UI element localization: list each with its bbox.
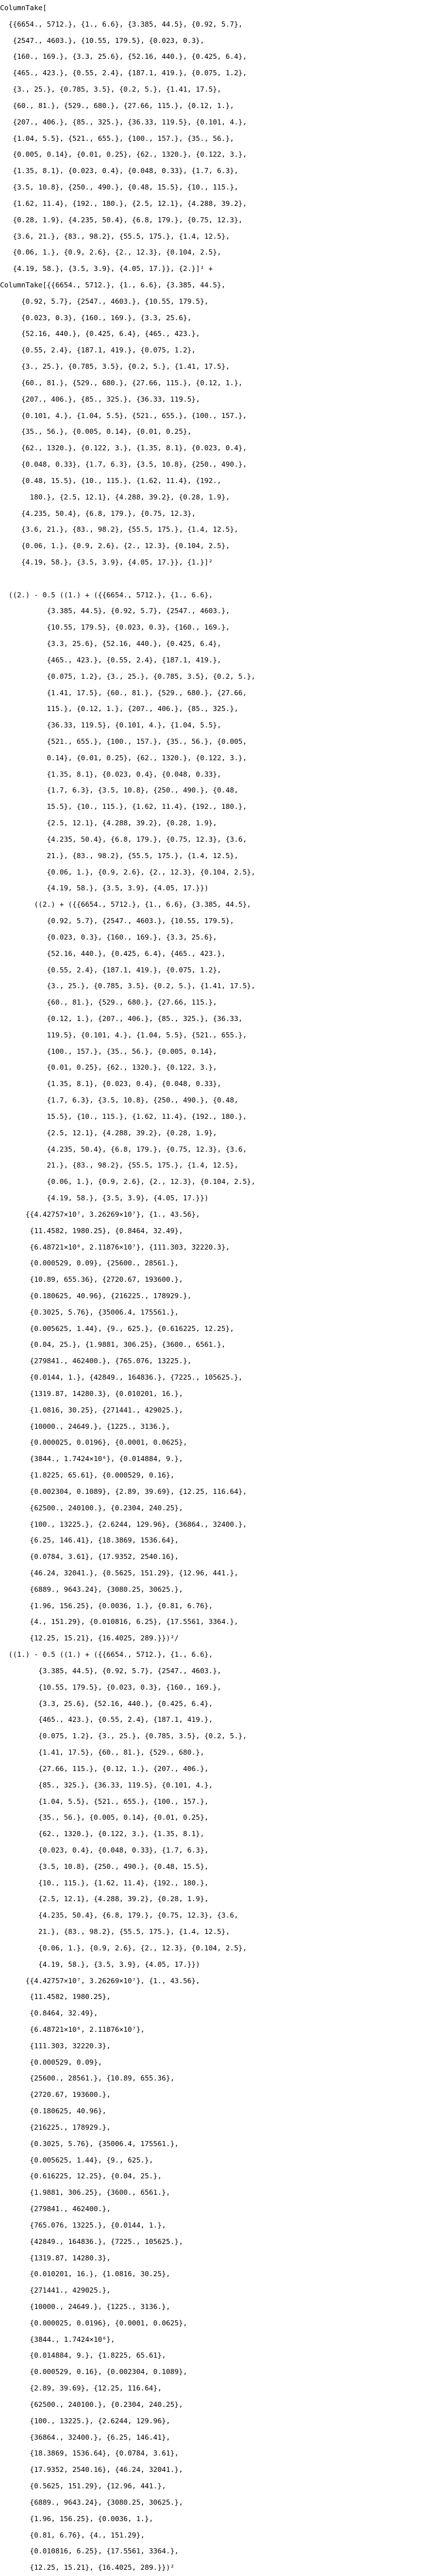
code-line: {1319.87, 14280.3}, {0.010201, 16.}, — [0, 1389, 183, 1398]
code-line: {0.0784, 3.61}, {17.9352, 2540.16}, — [0, 1552, 179, 1561]
code-line: {52.16, 440.}, {0.425, 6.4}, {465., 423.}, — [0, 949, 226, 958]
code-line: {100., 13225.}, {2.6244, 129.96}, {36864., 32400.}, — [0, 1519, 247, 1528]
code-line: {10., 115.}, {1.62, 11.4}, {192., 180.}, — [0, 1878, 209, 1887]
code-line: {0.180625, 40.96}, {216225., 178929.}, — [0, 1291, 192, 1300]
code-line: 119.5}, {0.101, 4.}, {1.04, 5.5}, {521., 655.}, — [0, 1030, 247, 1039]
code-line: {0.000025, 0.0196}, {0.0001, 0.0625}, — [0, 2318, 188, 2327]
code-line: {0.28, 1.9}, {4.235, 50.4}, {6.8, 179.}, {0.75, 12.3}, — [0, 215, 243, 224]
code-line: {207., 406.}, {85., 325.}, {36.33, 119.5}, {0.101, 4.}, — [0, 117, 247, 126]
code-line: {1.35, 8.1}, {0.023, 0.4}, {0.048, 0.33}, — [0, 1079, 222, 1088]
code-line: {4.235, 50.4}, {6.8, 179.}, {0.75, 12.3}, {3.6, — [0, 1911, 239, 1920]
code-line: {0.81, 6.76}, {4., 151.29}, — [0, 2530, 145, 2539]
code-line: {4.19, 58.}, {3.5, 3.9}, {4.05, 17.}}) — [0, 884, 209, 893]
code-line: {6.48721×10⁶, 2.11876×10⁷}, — [0, 2025, 145, 2034]
code-line: {6.48721×10⁶, 2.11876×10⁷}, {111.303, 32220.3}, — [0, 1242, 230, 1251]
code-line: 21.}, {83., 98.2}, {55.5, 175.}, {1.4, 12.5}, — [0, 851, 239, 860]
code-line: {3., 25.}, {0.785, 3.5}, {0.2, 5.}, {1.41, 17.5}, — [0, 362, 230, 371]
code-line: {1.62, 11.4}, {192., 180.}, {2.5, 12.1}, {4.288, 39.2}, — [0, 199, 247, 208]
code-line: {36.33, 119.5}, {0.101, 4.}, {1.04, 5.5}, — [0, 721, 222, 730]
code-line: {1.35, 8.1}, {0.023, 0.4}, {0.048, 0.33}, {1.7, 6.3}, — [0, 166, 239, 175]
code-line: {3.5, 10.8}, {250., 490.}, {0.48, 15.5}, {10., 115.}, — [0, 183, 239, 192]
code-line: ColumnTake[ — [0, 3, 47, 12]
code-line: {6.25, 146.41}, {18.3869, 1536.64}, — [0, 1536, 179, 1545]
code-line: {10000., 24649.}, {1225., 3136.}, — [0, 1421, 171, 1431]
code-line: {279841., 462400.}, {765.076, 13225.}, — [0, 1356, 192, 1365]
code-line: {1.41, 17.5}, {60., 81.}, {529., 680.}, {27.66, — [0, 688, 247, 697]
code-line: {10.55, 179.5}, {0.023, 0.3}, {160., 169.}, — [0, 623, 230, 632]
code-line: 0.14}, {0.01, 0.25}, {62., 1320.}, {0.122, 3.}, — [0, 753, 247, 762]
code-line: 180.}, {2.5, 12.1}, {4.288, 39.2}, {0.28, 1.9}, — [0, 492, 230, 501]
code-line: ((2.) + ({{6654., 5712.}, {1., 6.6}, {3.385, 44.5}, — [0, 900, 252, 909]
code-line: {0.023, 0.3}, {160., 169.}, {3.3, 25.6}, — [0, 313, 192, 322]
code-line: 21.}, {83., 98.2}, {55.5, 175.}, {1.4, 12.5}, — [0, 1927, 230, 1936]
code-line: 21.}, {83., 98.2}, {55.5, 175.}, {1.4, 12.5}, — [0, 1161, 239, 1170]
code-line: {60., 81.}, {529., 680.}, {27.66, 115.}, {0.12, 1.}, — [0, 101, 234, 110]
code-line: ((1.) - 0.5 ((1.) + ({{6654., 5712.}, {1., 6.6}, — [0, 1650, 213, 1659]
code-line: {3.3, 25.6}, {52.16, 440.}, {0.425, 6.4}, — [0, 639, 222, 648]
code-line: {2.5, 12.1}, {4.288, 39.2}, {0.28, 1.9}, — [0, 819, 217, 828]
code-line: {4., 151.29}, {0.010816, 6.25}, {17.5561, 3364.}, — [0, 1617, 239, 1626]
code-line: {0.005625, 1.44}, {9., 625.}, {0.616225, 12.25}, — [0, 1324, 234, 1333]
code-line: {0.06, 1.}, {0.9, 2.6}, {2., 12.3}, {0.104, 2.5}, — [0, 541, 230, 550]
code-line: {0.075, 1.2}, {3., 25.}, {0.785, 3.5}, {0.2, 5.}, — [0, 1731, 247, 1741]
code-line: {465., 423.}, {0.55, 2.4}, {187.1, 419.}, — [0, 655, 222, 664]
code-line: {0.000529, 0.09}, — [0, 2057, 102, 2066]
code-line: {0.048, 0.33}, {1.7, 6.3}, {3.5, 10.8}, {250., 490.}, — [0, 460, 247, 469]
code-line: {0.000529, 0.09}, {25600., 28561.}, — [0, 1259, 179, 1268]
code-line: {6889., 9643.24}, {3080.25, 30625.}, — [0, 2497, 183, 2506]
code-line: {271441., 429025.}, — [0, 2286, 111, 2295]
code-line: {2547., 4603.}, {10.55, 179.5}, {0.023, 0.3}, — [0, 36, 205, 45]
code-line: {465., 423.}, {0.55, 2.4}, {187.1, 419.}, {0.075, 1.2}, — [0, 68, 247, 77]
code-line: {0.023, 0.3}, {160., 169.}, {3.3, 25.6}, — [0, 932, 217, 941]
code-line: {0.000529, 0.16}, {0.002304, 0.1089}, — [0, 2367, 188, 2376]
code-line: {17.9352, 2540.16}, {46.24, 32041.}, — [0, 2465, 183, 2474]
code-line: {1.7, 6.3}, {3.5, 10.8}, {250., 490.}, {0.48, — [0, 786, 239, 795]
code-line: {36864., 32400.}, {6.25, 146.41}, — [0, 2432, 171, 2441]
code-line: {35., 56.}, {0.005, 0.14}, {0.01, 0.25}, — [0, 427, 192, 436]
code-line: {3.5, 10.8}, {250., 490.}, {0.48, 15.5}, — [0, 1862, 209, 1871]
code-line: {0.616225, 12.25}, {0.04, 25.}, — [0, 2172, 162, 2181]
code-line: {46.24, 32041.}, {0.5625, 151.29}, {12.96, 441.}, — [0, 1568, 239, 1577]
code-line: {111.303, 32220.3}, — [0, 2041, 111, 2050]
code-line: {6889., 9643.24}, {3080.25, 30625.}, — [0, 1584, 183, 1593]
code-line: {10.55, 179.5}, {0.023, 0.3}, {160., 169.}, — [0, 1682, 222, 1691]
code-line: {4.19, 58.}, {3.5, 3.9}, {4.05, 17.}}, {1.}]² — [0, 557, 213, 566]
code-line: {0.06, 1.}, {0.9, 2.6}, {2., 12.3}, {0.104, 2.5}, — [0, 248, 222, 257]
code-line: {2.5, 12.1}, {4.288, 39.2}, {0.28, 1.9}, — [0, 1894, 209, 1903]
code-line: {0.3025, 5.76}, {35006.4, 175561.}, — [0, 1307, 179, 1316]
code-line: {216225., 178929.}, — [0, 2122, 111, 2131]
code-line: 15.5}, {10., 115.}, {1.62, 11.4}, {192., 180.}, — [0, 1112, 247, 1121]
code-line: {3.385, 44.5}, {0.92, 5.7}, {2547., 4603.}, — [0, 606, 230, 615]
code-line: {0.48, 15.5}, {10., 115.}, {1.62, 11.4}, {192., — [0, 476, 222, 485]
code-line: 115.}, {0.12, 1.}, {207., 406.}, {85., 325.}, — [0, 704, 239, 713]
code-line: {0.3025, 5.76}, {35006.4, 175561.}, — [0, 2139, 179, 2148]
code-line: {2720.67, 193600.}, — [0, 2090, 111, 2099]
code-line: ((2.) - 0.5 ((1.) + ({{6654., 5712.}, {1., 6.6}, — [0, 590, 213, 599]
code-line: {3.385, 44.5}, {0.92, 5.7}, {2547., 4603.}, — [0, 1666, 222, 1675]
code-line: {0.005625, 1.44}, {9., 625.}, — [0, 2155, 153, 2164]
code-line: {465., 423.}, {0.55, 2.4}, {187.1, 419.}, — [0, 1715, 213, 1724]
code-line: {0.005, 0.14}, {0.01, 0.25}, {62., 1320.}, {0.122, 3.}, — [0, 150, 247, 159]
code-line: {3.6, 21.}, {83., 98.2}, {55.5, 175.}, {1.4, 12.5}, — [0, 231, 230, 240]
code-line: {3.3, 25.6}, {52.16, 440.}, {0.425, 6.4}, — [0, 1699, 213, 1708]
code-line: {12.25, 15.21}, {16.4025, 289.}})² — [0, 2563, 175, 2572]
code-line: {0.06, 1.}, {0.9, 2.6}, {2., 12.3}, {0.104, 2.5}, — [0, 867, 256, 876]
code-line: {1.96, 156.25}, {0.0036, 1.}, — [0, 2514, 153, 2523]
code-line: {4.19, 58.}, {3.5, 3.9}, {4.05, 17.}}) — [0, 1194, 209, 1203]
code-line: {100., 157.}, {35., 56.}, {0.005, 0.14}, — [0, 1046, 217, 1056]
code-line: {25600., 28561.}, {10.89, 655.36}, — [0, 2074, 175, 2083]
code-line: {279841., 462400.}, — [0, 2204, 111, 2213]
code-line: {3., 25.}, {0.785, 3.5}, {0.2, 5.}, {1.41, 17.5}, — [0, 981, 256, 990]
code-line: {{4.42757×10⁷, 3.26269×10⁷}, {1., 43.56}, — [0, 1976, 200, 1985]
code-line: {0.002304, 0.1089}, {2.89, 39.69}, {12.25, 116.64}, — [0, 1487, 247, 1496]
code-line: {100., 13225.}, {2.6244, 129.96}, — [0, 2416, 171, 2425]
code-line: {4.235, 50.4}, {6.8, 179.}, {0.75, 12.3}, {3.6, — [0, 1144, 247, 1153]
code-line: {0.92, 5.7}, {2547., 4603.}, {10.55, 179.5}, — [0, 296, 209, 305]
code-line: {207., 406.}, {85., 325.}, {36.33, 119.5}, — [0, 394, 200, 403]
code-line: {3844., 1.7424×10⁶}, — [0, 2334, 115, 2344]
code-line: {1.41, 17.5}, {60., 81.}, {529., 680.}, — [0, 1748, 205, 1757]
code-line: {0.04, 25.}, {1.9881, 306.25}, {3600., 6561.}, — [0, 1340, 226, 1349]
code-line: {1.04, 5.5}, {521., 655.}, {100., 157.}, — [0, 1797, 209, 1806]
code-line: {0.01, 0.25}, {62., 1320.}, {0.122, 3.}, — [0, 1063, 217, 1072]
code-line: {2.89, 39.69}, {12.25, 116.64}, — [0, 2384, 162, 2393]
code-line: {0.010201, 16.}, {1.0816, 30.25}, — [0, 2269, 171, 2278]
code-line: {0.55, 2.4}, {187.1, 419.}, {0.075, 1.2}, — [0, 346, 196, 355]
code-line: {18.3869, 1536.64}, {0.0784, 3.61}, — [0, 2449, 179, 2458]
code-line: {4.235, 50.4}, {6.8, 179.}, {0.75, 12.3}, {3.6, — [0, 834, 247, 843]
code-line: {10000., 24649.}, {1225., 3136.}, — [0, 2302, 171, 2311]
code-line: {0.92, 5.7}, {2547., 4603.}, {10.55, 179.5}, — [0, 916, 234, 925]
code-line: {10.89, 655.36}, {2720.67, 193600.}, — [0, 1275, 183, 1284]
code-line: {42849., 164836.}, {7225., 105625.}, — [0, 2237, 183, 2246]
code-line: {3844., 1.7424×10⁶}, {0.014884, 9.}, — [0, 1454, 183, 1463]
code-line: {4.19, 58.}, {3.5, 3.9}, {4.05, 17.}}, {2.}]² + — [0, 264, 213, 273]
code-line: {62500., 240100.}, {0.2304, 240.25}, — [0, 1503, 183, 1512]
code-line: {1.96, 156.25}, {0.0036, 1.}, {0.81, 6.76}, — [0, 1601, 213, 1610]
code-line: {3., 25.}, {0.785, 3.5}, {0.2, 5.}, {1.41, 17.5}, — [0, 85, 222, 94]
code-line: {12.25, 15.21}, {16.4025, 289.}})²/ — [0, 1634, 179, 1643]
code-line: {0.06, 1.}, {0.9, 2.6}, {2., 12.3}, {0.104, 2.5}, — [0, 1943, 247, 1952]
code-line: {765.076, 13225.}, {0.0144, 1.}, — [0, 2220, 166, 2229]
code-line: {2.5, 12.1}, {4.288, 39.2}, {0.28, 1.9}, — [0, 1128, 217, 1137]
code-line: {62., 1320.}, {0.122, 3.}, {1.35, 8.1}, — [0, 1829, 205, 1838]
code-line: {0.5625, 151.29}, {12.96, 441.}, — [0, 2482, 166, 2491]
code-line: {0.06, 1.}, {0.9, 2.6}, {2., 12.3}, {0.104, 2.5}, — [0, 1177, 256, 1186]
code-line: {0.014884, 9.}, {1.8225, 65.61}, — [0, 2351, 166, 2360]
code-line: {3.6, 21.}, {83., 98.2}, {55.5, 175.}, {1.4, 12.5}, — [0, 525, 239, 534]
code-line: {1.7, 6.3}, {3.5, 10.8}, {250., 490.}, {0.48, — [0, 1096, 239, 1105]
code-line: {1.0816, 30.25}, {271441., 429025.}, — [0, 1405, 183, 1414]
code-line: {1.35, 8.1}, {0.023, 0.4}, {0.048, 0.33}, — [0, 769, 222, 778]
code-line: 15.5}, {10., 115.}, {1.62, 11.4}, {192., 180.}, — [0, 802, 247, 811]
code-line: {62500., 240100.}, {0.2304, 240.25}, — [0, 2400, 183, 2409]
code-line: {0.8464, 32.49}, — [0, 2009, 98, 2018]
code-line: {27.66, 115.}, {0.12, 1.}, {207., 406.}, — [0, 1764, 209, 1773]
code-line: {1.04, 5.5}, {521., 655.}, {100., 157.}, {35., 56.}, — [0, 133, 234, 143]
code-line: {62., 1320.}, {0.122, 3.}, {1.35, 8.1}, {0.023, 0.4}, — [0, 443, 247, 453]
code-line: {0.12, 1.}, {207., 406.}, {85., 325.}, {36.33, — [0, 1014, 243, 1023]
code-line: {521., 655.}, {100., 157.}, {35., 56.}, {0.005, — [0, 737, 247, 746]
code-line: {{6654., 5712.}, {1., 6.6}, {3.385, 44.5}, {0.92, 5.7}, — [0, 19, 243, 28]
code-line: {4.19, 58.}, {3.5, 3.9}, {4.05, 17.}}) — [0, 1959, 200, 1968]
code-line: {4.235, 50.4}, {6.8, 179.}, {0.75, 12.3}, — [0, 509, 196, 518]
code-line: ColumnTake[{{6654., 5712.}, {1., 6.6}, {3.385, 44.5}, — [0, 280, 226, 289]
code-line: {160., 169.}, {3.3, 25.6}, {52.16, 440.}, {0.425, 6.4}, — [0, 52, 247, 61]
code-line: {11.4582, 1980.25}, — [0, 1992, 111, 2001]
code-line: {0.000025, 0.0196}, {0.0001, 0.0625}, — [0, 1438, 188, 1447]
code-line: {0.55, 2.4}, {187.1, 419.}, {0.075, 1.2}, — [0, 965, 222, 974]
code-line: {0.0144, 1.}, {42849., 164836.}, {7225., 105625.}, — [0, 1373, 243, 1382]
code-line: {11.4582, 1980.25}, {0.8464, 32.49}, — [0, 1226, 183, 1235]
code-line: {1.8225, 65.61}, {0.000529, 0.16}, — [0, 1471, 175, 1480]
code-line: {60., 81.}, {529., 680.}, {27.66, 115.}, {0.12, 1.}, — [0, 378, 243, 387]
code-line: {1.9881, 306.25}, {3600., 6561.}, — [0, 2188, 171, 2197]
code-line: {85., 325.}, {36.33, 119.5}, {0.101, 4.}, — [0, 1780, 213, 1789]
code-line: {0.075, 1.2}, {3., 25.}, {0.785, 3.5}, {0.2, 5.}, — [0, 671, 256, 680]
code-line: {0.180625, 40.96}, — [0, 2107, 107, 2116]
code-line: {52.16, 440.}, {0.425, 6.4}, {465., 423.}, — [0, 329, 200, 338]
code-line — [0, 571, 423, 587]
code-line: {0.023, 0.4}, {0.048, 0.33}, {1.7, 6.3}, — [0, 1845, 209, 1854]
code-line: {0.101, 4.}, {1.04, 5.5}, {521., 655.}, {100., 157.}, — [0, 411, 247, 420]
code-line: {35., 56.}, {0.005, 0.14}, {0.01, 0.25}, — [0, 1813, 209, 1822]
code-line: {{4.42757×10⁷, 3.26269×10⁷}, {1., 43.56}, — [0, 1209, 200, 1218]
code-line: {1319.87, 14280.3}, — [0, 2253, 111, 2262]
code-line: {0.010816, 6.25}, {17.5561, 3364.}, — [0, 2547, 179, 2556]
code-line: {60., 81.}, {529., 680.}, {27.66, 115.}, — [0, 998, 217, 1007]
